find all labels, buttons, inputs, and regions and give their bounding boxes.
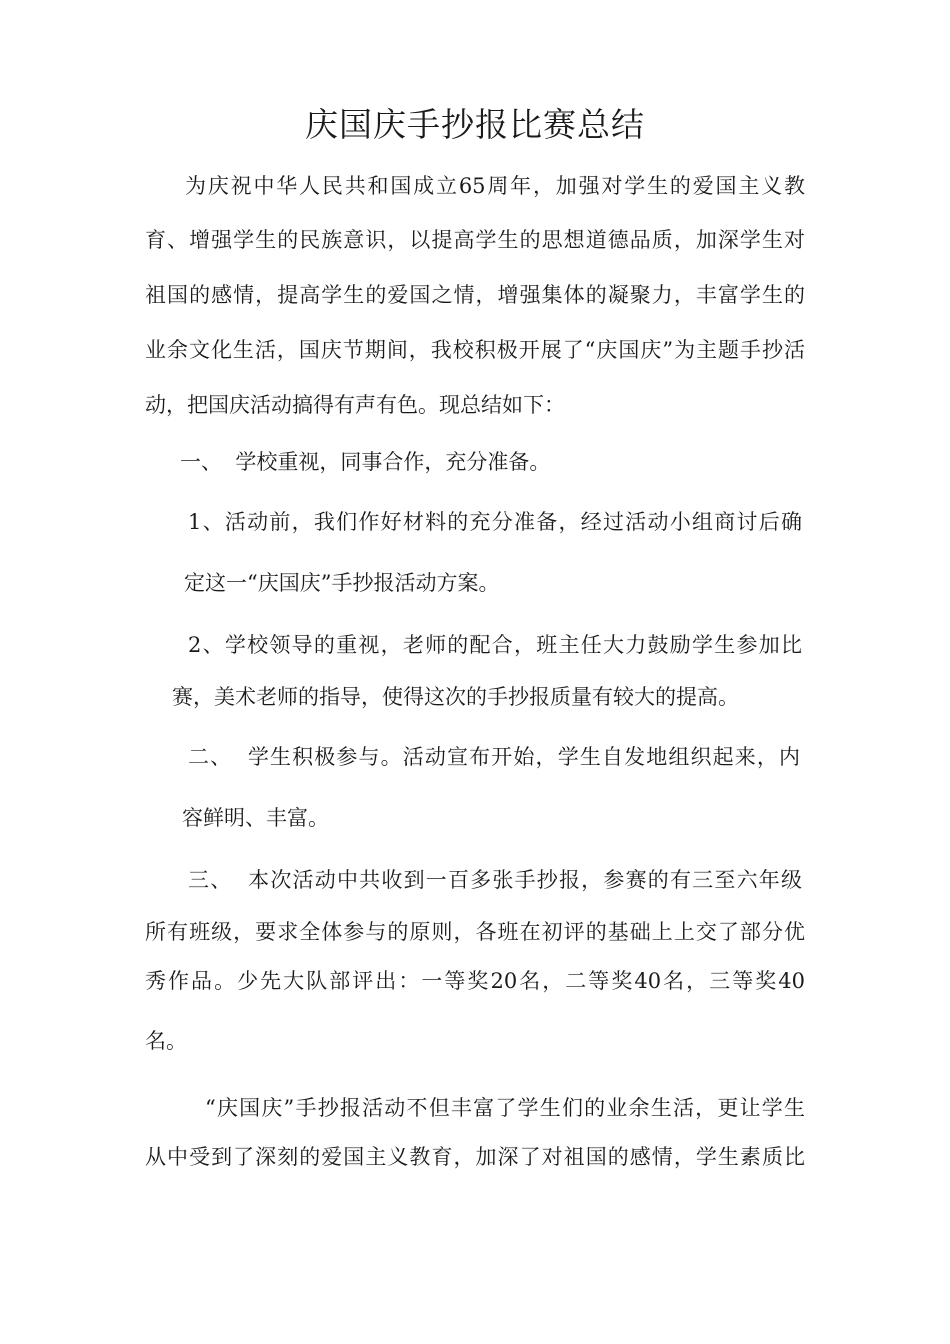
paragraph-line: 动，把国庆活动搞得有声有色。现总结如下： [145, 393, 565, 417]
list-item: 定这一“庆国庆”手抄报活动方案。 [184, 571, 500, 595]
paragraph-line: 祖国的感情，提高学生的爱国之情，增强集体的凝聚力，丰富学生的 [145, 283, 805, 307]
section-heading-2: 二、 学生积极参与。活动宣布开始，学生自发地组织起来，内 [188, 745, 800, 769]
paragraph-line: 从中受到了深刻的爱国主义教育，加深了对祖国的感情，学生素质比 [145, 1145, 805, 1169]
list-item: 1、活动前，我们作好材料的充分准备，经过活动小组商讨后确 [188, 510, 802, 534]
paragraph-line: 容鲜明、丰富。 [182, 806, 329, 830]
list-item: 2、学校领导的重视，老师的配合，班主任大力鼓励学生参加比 [188, 633, 802, 657]
list-item: 赛，美术老师的指导，使得这次的手抄报质量有较大的提高。 [172, 685, 739, 709]
paragraph-line: 育、增强学生的民族意识，以提高学生的思想道德品质，加深学生对 [145, 228, 805, 252]
document-title: 庆国庆手抄报比赛总结 [305, 105, 645, 144]
section-heading-1: 一、 学校重视，同事合作，充分准备。 [180, 450, 551, 474]
paragraph-line: 为庆祝中华人民共和国成立65周年，加强对学生的爱国主义教 [185, 174, 805, 198]
paragraph-line: 所有班级，要求全体参与的原则，各班在初评的基础上上交了部分优 [145, 920, 805, 944]
paragraph-line: 秀作品。少先大队部评出：一等奖20名，二等奖40名，三等奖40 [145, 969, 805, 993]
paragraph-line: “庆国庆”手抄报活动不但丰富了学生们的业余生活，更让学生 [205, 1096, 805, 1120]
paragraph-line: 名。 [145, 1029, 187, 1053]
paragraph-line: 业余文化生活，国庆节期间，我校积极开展了“庆国庆”为主题手抄活 [145, 338, 805, 362]
section-heading-3: 三、 本次活动中共收到一百多张手抄报，参赛的有三至六年级 [188, 868, 802, 892]
